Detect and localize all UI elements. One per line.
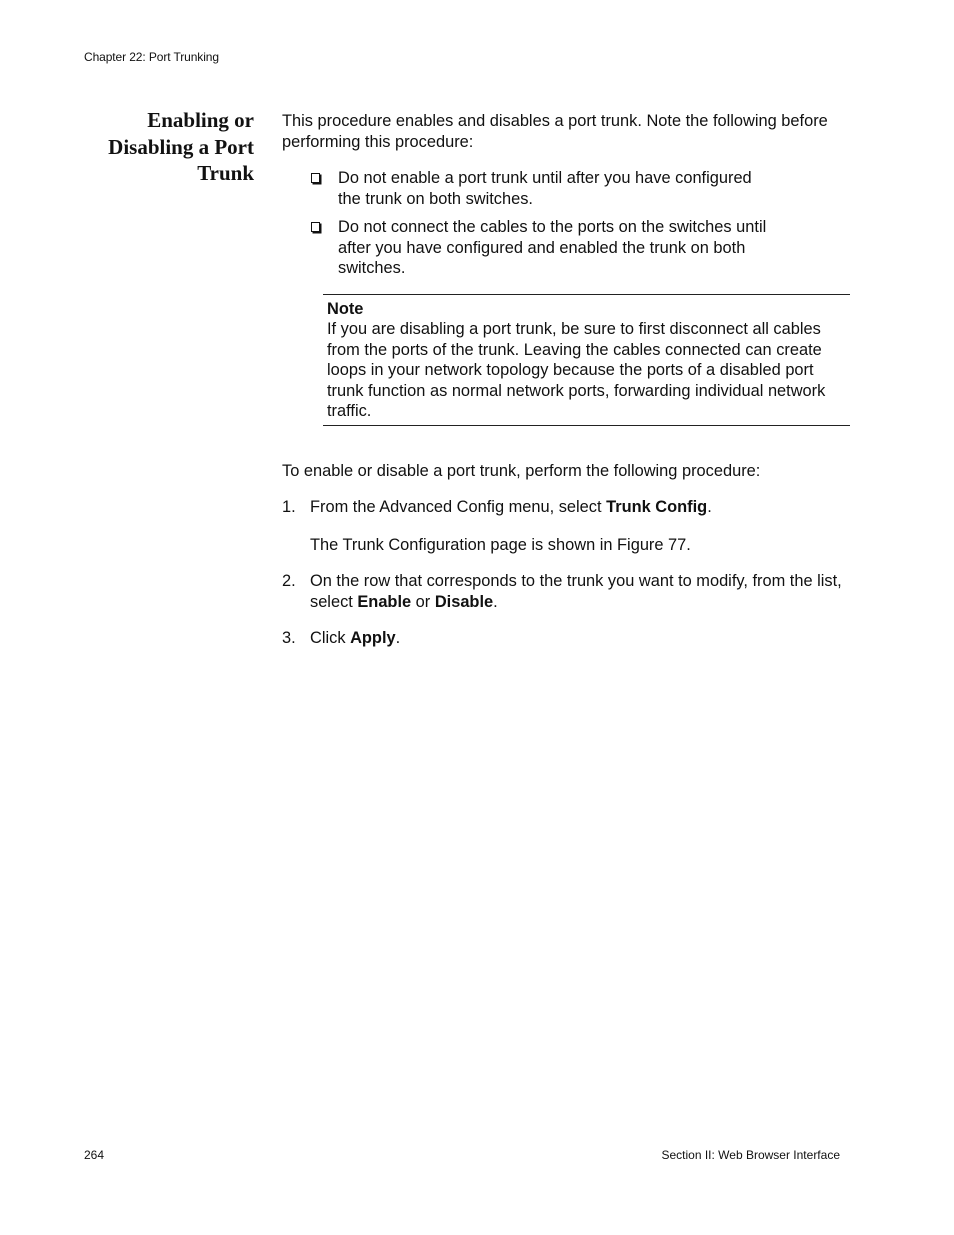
option-disable: Disable [434, 592, 494, 611]
procedure-steps [282, 497, 847, 649]
procedure-lead: To enable or disable a port trunk, perform the following procedure: [282, 461, 761, 480]
bullet-item [282, 217, 768, 279]
bullet-text: Do not enable a port trunk until after you have configured the trunk on both switches. [338, 169, 752, 208]
bullet-text: Do not connect the cables to the ports on the switches until after you have configured and enabled the trunk on both switches. [338, 218, 767, 277]
step-text: From the Advanced Config menu, select Trunk Config. [310, 498, 712, 516]
bullet-list [282, 168, 847, 279]
procedure-step [282, 571, 847, 612]
procedure-step [282, 628, 847, 649]
step-number: 1. [282, 498, 296, 516]
menu-option-trunk-config: Trunk Config [606, 498, 708, 516]
section-heading [80, 107, 254, 187]
note-title: Note [327, 299, 364, 318]
main-content [282, 111, 847, 665]
running-footer: Section II: Web Browser Interface [661, 1148, 840, 1162]
option-enable: Enable [357, 592, 412, 611]
step-number: 2. [282, 572, 296, 590]
running-header: Chapter 22: Port Trunking [84, 50, 219, 64]
step-text: On the row that corresponds to the trunk you want to modify, from the list, select Enable or Disable. [310, 572, 842, 611]
section-heading-line: Disabling a Port [108, 134, 254, 159]
checkbox-bullet-icon [311, 173, 320, 183]
procedure-step [282, 497, 847, 555]
step-text: Click Apply. [310, 629, 401, 647]
note-body: If you are disabling a port trunk, be sure to first disconnect all cables from the ports of the trunk. Leaving the cables connected can create loops in your network topology because the ports of a disabled port trunk function as normal network ports, forwarding individual network traffic. [327, 320, 826, 420]
step-result: The Trunk Configuration page is shown in Figure 77. [310, 535, 691, 554]
checkbox-bullet-icon [311, 222, 320, 232]
step-number: 3. [282, 629, 296, 647]
section-heading-line: Enabling or [147, 108, 254, 132]
button-name-apply: Apply [350, 629, 396, 647]
note-box [323, 294, 850, 426]
section-heading-line: Trunk [197, 161, 254, 185]
page-number: 264 [84, 1148, 105, 1162]
bullet-item [282, 168, 768, 209]
intro-paragraph: This procedure enables and disables a port trunk. Note the following before performing this procedure: [282, 112, 828, 151]
